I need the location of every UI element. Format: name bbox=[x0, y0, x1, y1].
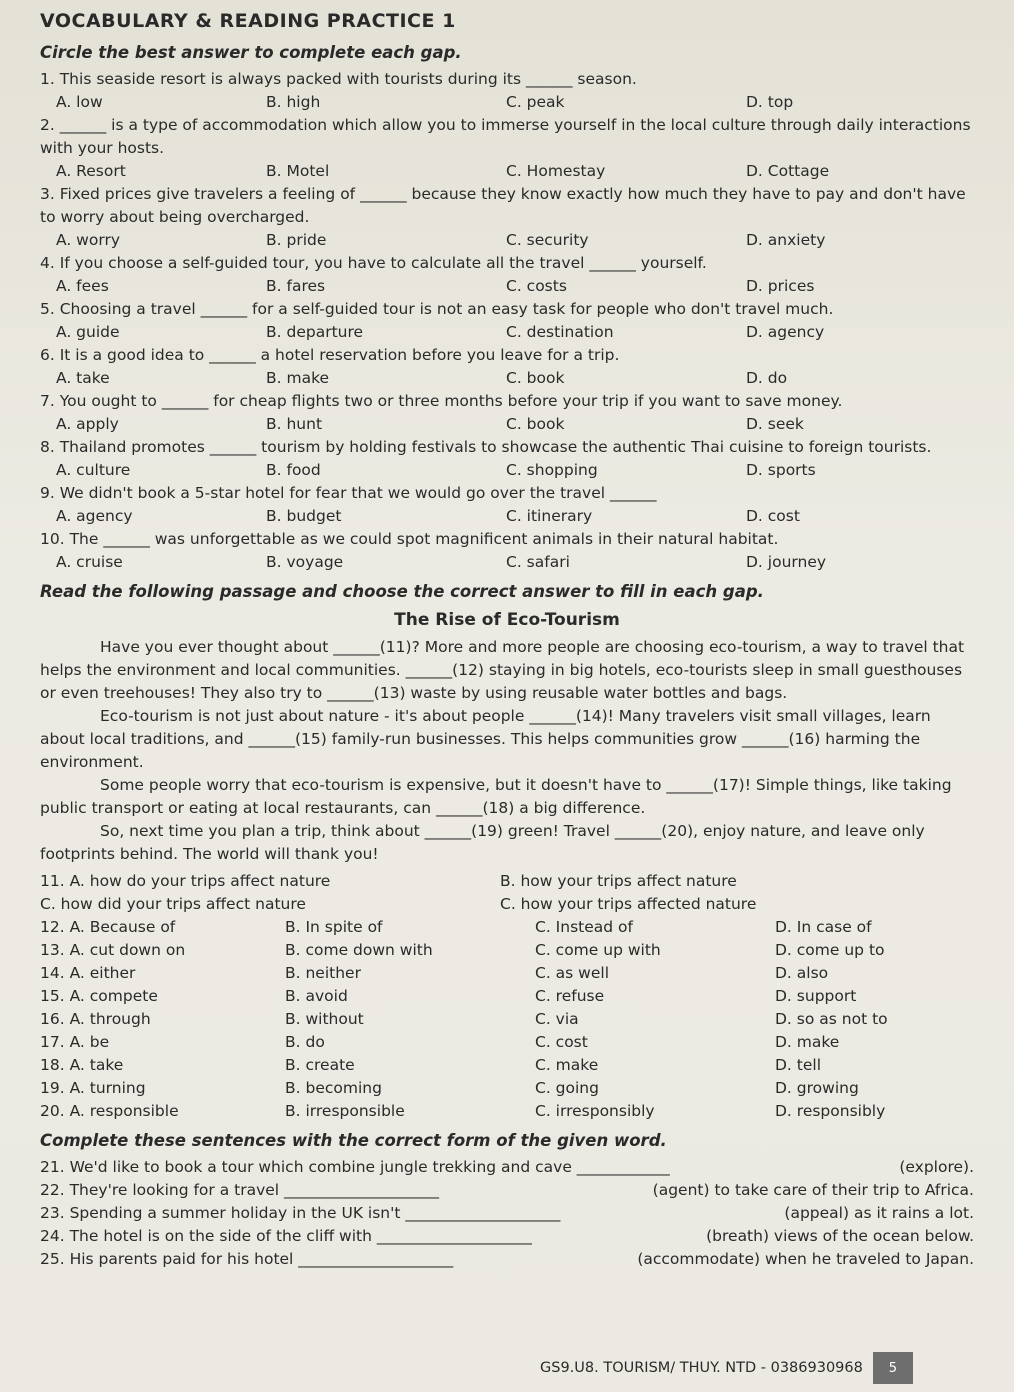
answer-option[interactable]: B. irresponsible bbox=[285, 1102, 405, 1120]
answer-option[interactable]: D. cost bbox=[746, 507, 800, 525]
answer-option[interactable]: B. hunt bbox=[266, 415, 323, 433]
question-item bbox=[40, 114, 974, 183]
answer-row bbox=[40, 1054, 974, 1077]
word-form-sentence bbox=[40, 1248, 974, 1271]
answer-option[interactable]: B. fares bbox=[266, 277, 326, 295]
question-text: 9. We didn't book a 5-star hotel for fear that we would go over the travel ______ bbox=[40, 484, 657, 502]
sentence-hint: (accommodate) when he traveled to Japan. bbox=[637, 1250, 974, 1268]
passage-title: The Rise of Eco-Tourism bbox=[394, 610, 620, 630]
answer-option[interactable]: B. voyage bbox=[266, 553, 344, 571]
sentence-text: 21. We'd like to book a tour which combine jungle trekking and cave ____________ bbox=[40, 1158, 670, 1176]
passage-answers-12-20 bbox=[40, 916, 974, 1123]
question-item bbox=[40, 252, 974, 298]
answer-option[interactable]: 18. A. take bbox=[40, 1056, 124, 1074]
answer-option[interactable]: C. come up with bbox=[535, 941, 661, 959]
question-item bbox=[40, 68, 974, 114]
worksheet-title: VOCABULARY & READING PRACTICE 1 bbox=[40, 10, 456, 32]
sentence-text: 22. They're looking for a travel ____________________ bbox=[40, 1181, 440, 1199]
passage-paragraph: Have you ever thought about ______(11)? More and more people are choosing eco-tourism, a way to travel that helps the environment and local communities. ______(12) staying in big hotels, eco-tourists sleep in small guesthouses or even treehouses! They also try to ______(13) waste by using reusable water bottles and bags. bbox=[40, 638, 965, 702]
question-options bbox=[56, 275, 974, 298]
answer-row bbox=[40, 916, 974, 939]
answer-option[interactable]: C. irresponsibly bbox=[535, 1102, 655, 1120]
answer-option[interactable]: D. journey bbox=[746, 553, 827, 571]
answer-option[interactable]: C. refuse bbox=[535, 987, 605, 1005]
question-options bbox=[56, 160, 974, 183]
question-item bbox=[40, 482, 974, 528]
answer-option[interactable]: C. Instead of bbox=[535, 918, 633, 936]
question-text: 7. You ought to ______ for cheap flights two or three months before your trip if you want to save money. bbox=[40, 392, 843, 410]
answer-option[interactable]: B. Motel bbox=[266, 162, 330, 180]
answer-option[interactable]: B. avoid bbox=[285, 987, 348, 1005]
answer-option[interactable]: 14. A. either bbox=[40, 964, 136, 982]
answer-option[interactable]: 16. A. through bbox=[40, 1010, 151, 1028]
question-text: 2. ______ is a type of accommodation which allow you to immerse yourself in the local culture through daily interactions with your hosts. bbox=[40, 116, 971, 157]
answer-option[interactable]: 11. A. how do your trips affect nature bbox=[40, 872, 331, 890]
question-options bbox=[56, 367, 974, 390]
question-options bbox=[56, 413, 974, 436]
question-options bbox=[56, 459, 974, 482]
answer-row bbox=[40, 1100, 974, 1123]
answer-option[interactable]: B. pride bbox=[266, 231, 327, 249]
passage-body bbox=[40, 636, 974, 866]
answer-option[interactable]: A. cruise bbox=[56, 553, 123, 571]
answer-option[interactable]: B. In spite of bbox=[285, 918, 383, 936]
sentence-hint: (agent) to take care of their trip to Africa. bbox=[652, 1181, 974, 1199]
question-text: 6. It is a good idea to ______ a hotel reservation before you leave for a trip. bbox=[40, 346, 620, 364]
answer-option[interactable]: 20. A. responsible bbox=[40, 1102, 179, 1120]
answer-row bbox=[40, 985, 974, 1008]
answer-option[interactable]: D. come up to bbox=[775, 941, 885, 959]
question-item bbox=[40, 298, 974, 344]
answer-option[interactable]: C. book bbox=[506, 415, 565, 433]
answer-option[interactable]: B. without bbox=[285, 1010, 364, 1028]
question-options bbox=[56, 505, 974, 528]
passage-paragraph: Some people worry that eco-tourism is expensive, but it doesn't have to ______(17)! Simple things, like taking public transport or eating at local restaurants, can ______(18) a big difference. bbox=[40, 776, 952, 817]
question-text: 4. If you choose a self-guided tour, you have to calculate all the travel ______ yourself. bbox=[40, 254, 707, 272]
question-item bbox=[40, 528, 974, 574]
question-options bbox=[56, 551, 974, 574]
question-text: 3. Fixed prices give travelers a feeling of ______ because they know exactly how much they have to pay and don't have to worry about being overcharged. bbox=[40, 185, 966, 226]
page-number: 5 bbox=[873, 1352, 913, 1384]
answer-option[interactable]: B. budget bbox=[266, 507, 342, 525]
answer-option[interactable]: D. also bbox=[775, 964, 829, 982]
sentence-text: 24. The hotel is on the side of the cliff with ____________________ bbox=[40, 1227, 532, 1245]
sentence-hint: (breath) views of the ocean below. bbox=[706, 1227, 974, 1245]
answer-option[interactable]: B. how your trips affect nature bbox=[500, 872, 737, 890]
answer-option[interactable]: A. low bbox=[56, 93, 103, 111]
answer-option[interactable]: D. growing bbox=[775, 1079, 859, 1097]
answer-option[interactable]: D. prices bbox=[746, 277, 815, 295]
answer-option[interactable]: B. becoming bbox=[285, 1079, 382, 1097]
answer-option[interactable]: D. support bbox=[775, 987, 857, 1005]
answer-option[interactable]: D. top bbox=[746, 93, 794, 111]
answer-option[interactable]: B. create bbox=[285, 1056, 355, 1074]
answer-option[interactable]: D. responsibly bbox=[775, 1102, 886, 1120]
answer-row bbox=[40, 1008, 974, 1031]
question-item bbox=[40, 436, 974, 482]
answer-option[interactable]: A. culture bbox=[56, 461, 131, 479]
passage-paragraph: So, next time you plan a trip, think about ______(19) green! Travel ______(20), enjoy nature, and leave only footprints behind. The world will thank you! bbox=[40, 822, 925, 863]
answer-option[interactable]: D. Cottage bbox=[746, 162, 830, 180]
answer-option[interactable]: C. peak bbox=[506, 93, 565, 111]
answer-option[interactable]: C. itinerary bbox=[506, 507, 593, 525]
answer-option[interactable]: C. costs bbox=[506, 277, 567, 295]
answer-option[interactable]: B. neither bbox=[285, 964, 361, 982]
footer-text: GS9.U8. TOURISM/ THUY. NTD - 0386930968 bbox=[540, 1359, 863, 1376]
answer-option[interactable]: A. take bbox=[56, 369, 110, 387]
sentence-text: 25. His parents paid for his hotel ____________________ bbox=[40, 1250, 454, 1268]
passage-answers-11 bbox=[40, 870, 974, 916]
answer-option[interactable]: D. In case of bbox=[775, 918, 872, 936]
question-item bbox=[40, 344, 974, 390]
answer-option[interactable]: D. do bbox=[746, 369, 788, 387]
answer-row bbox=[40, 1031, 974, 1054]
answer-option[interactable]: C. Homestay bbox=[506, 162, 606, 180]
answer-option[interactable]: C. cost bbox=[535, 1033, 588, 1051]
answer-option[interactable]: A. fees bbox=[56, 277, 109, 295]
question-item bbox=[40, 183, 974, 252]
answer-option[interactable]: A. guide bbox=[56, 323, 120, 341]
sentence-hint: (appeal) as it rains a lot. bbox=[784, 1204, 974, 1222]
answer-option[interactable]: 15. A. compete bbox=[40, 987, 158, 1005]
question-item bbox=[40, 390, 974, 436]
answer-option[interactable]: D. make bbox=[775, 1033, 840, 1051]
answer-option[interactable]: A. apply bbox=[56, 415, 119, 433]
answer-option[interactable]: B. make bbox=[266, 369, 330, 387]
answer-option[interactable]: D. anxiety bbox=[746, 231, 826, 249]
page-footer bbox=[540, 1352, 913, 1384]
answer-option[interactable]: B. departure bbox=[266, 323, 364, 341]
answer-option[interactable]: C. how your trips affected nature bbox=[500, 895, 757, 913]
sentence-text: 23. Spending a summer holiday in the UK isn't ____________________ bbox=[40, 1204, 561, 1222]
answer-option[interactable]: C. as well bbox=[535, 964, 610, 982]
answer-row bbox=[40, 962, 974, 985]
passage-paragraph: Eco-tourism is not just about nature - it's about people ______(14)! Many travelers visit small villages, learn about local traditions, and ______(15) family-run businesses. This helps communities grow ______(16) harming the environment. bbox=[40, 707, 931, 771]
section3-sentences bbox=[40, 1156, 974, 1271]
answer-option[interactable]: C. book bbox=[506, 369, 565, 387]
question-text: 8. Thailand promotes ______ tourism by holding festivals to showcase the authentic Thai cuisine to foreign tourists. bbox=[40, 438, 932, 456]
answer-option[interactable]: D. agency bbox=[746, 323, 825, 341]
answer-option[interactable]: C. security bbox=[506, 231, 589, 249]
word-form-sentence bbox=[40, 1225, 974, 1248]
answer-option[interactable]: D. seek bbox=[746, 415, 804, 433]
word-form-sentence bbox=[40, 1179, 974, 1202]
section1-questions bbox=[40, 68, 974, 574]
question-options bbox=[56, 321, 974, 344]
word-form-sentence bbox=[40, 1156, 974, 1179]
answer-option[interactable]: C. make bbox=[535, 1056, 599, 1074]
answer-option[interactable]: A. worry bbox=[56, 231, 120, 249]
answer-option[interactable]: B. come down with bbox=[285, 941, 433, 959]
answer-row bbox=[40, 1077, 974, 1100]
answer-option[interactable]: A. Resort bbox=[56, 162, 126, 180]
section2-instruction: Read the following passage and choose the correct answer to fill in each gap. bbox=[40, 582, 764, 601]
section1-instruction: Circle the best answer to complete each gap. bbox=[40, 43, 462, 62]
answer-row bbox=[40, 939, 974, 962]
word-form-sentence bbox=[40, 1202, 974, 1225]
question-options bbox=[56, 229, 974, 252]
answer-option[interactable]: A. agency bbox=[56, 507, 133, 525]
answer-option[interactable]: D. tell bbox=[775, 1056, 822, 1074]
answer-option[interactable]: C. via bbox=[535, 1010, 579, 1028]
answer-option[interactable]: B. do bbox=[285, 1033, 325, 1051]
answer-option[interactable]: C. destination bbox=[506, 323, 614, 341]
answer-option[interactable]: 19. A. turning bbox=[40, 1079, 146, 1097]
answer-option[interactable]: C. going bbox=[535, 1079, 599, 1097]
answer-option[interactable]: B. food bbox=[266, 461, 321, 479]
answer-option[interactable]: C. safari bbox=[506, 553, 570, 571]
answer-option[interactable]: C. how did your trips affect nature bbox=[40, 895, 306, 913]
section3-instruction: Complete these sentences with the correct form of the given word. bbox=[40, 1131, 667, 1150]
answer-option[interactable]: D. so as not to bbox=[775, 1010, 888, 1028]
answer-option[interactable]: D. sports bbox=[746, 461, 816, 479]
answer-option[interactable]: 17. A. be bbox=[40, 1033, 110, 1051]
answer-option[interactable]: C. shopping bbox=[506, 461, 598, 479]
sentence-hint: (explore). bbox=[899, 1158, 974, 1176]
question-text: 1. This seaside resort is always packed with tourists during its ______ season. bbox=[40, 70, 637, 88]
answer-option[interactable]: B. high bbox=[266, 93, 321, 111]
question-text: 10. The ______ was unforgettable as we could spot magnificent animals in their natural habitat. bbox=[40, 530, 779, 548]
question-options bbox=[56, 91, 974, 114]
question-text: 5. Choosing a travel ______ for a self-guided tour is not an easy task for people who don't travel much. bbox=[40, 300, 834, 318]
answer-option[interactable]: 12. A. Because of bbox=[40, 918, 176, 936]
answer-option[interactable]: 13. A. cut down on bbox=[40, 941, 186, 959]
